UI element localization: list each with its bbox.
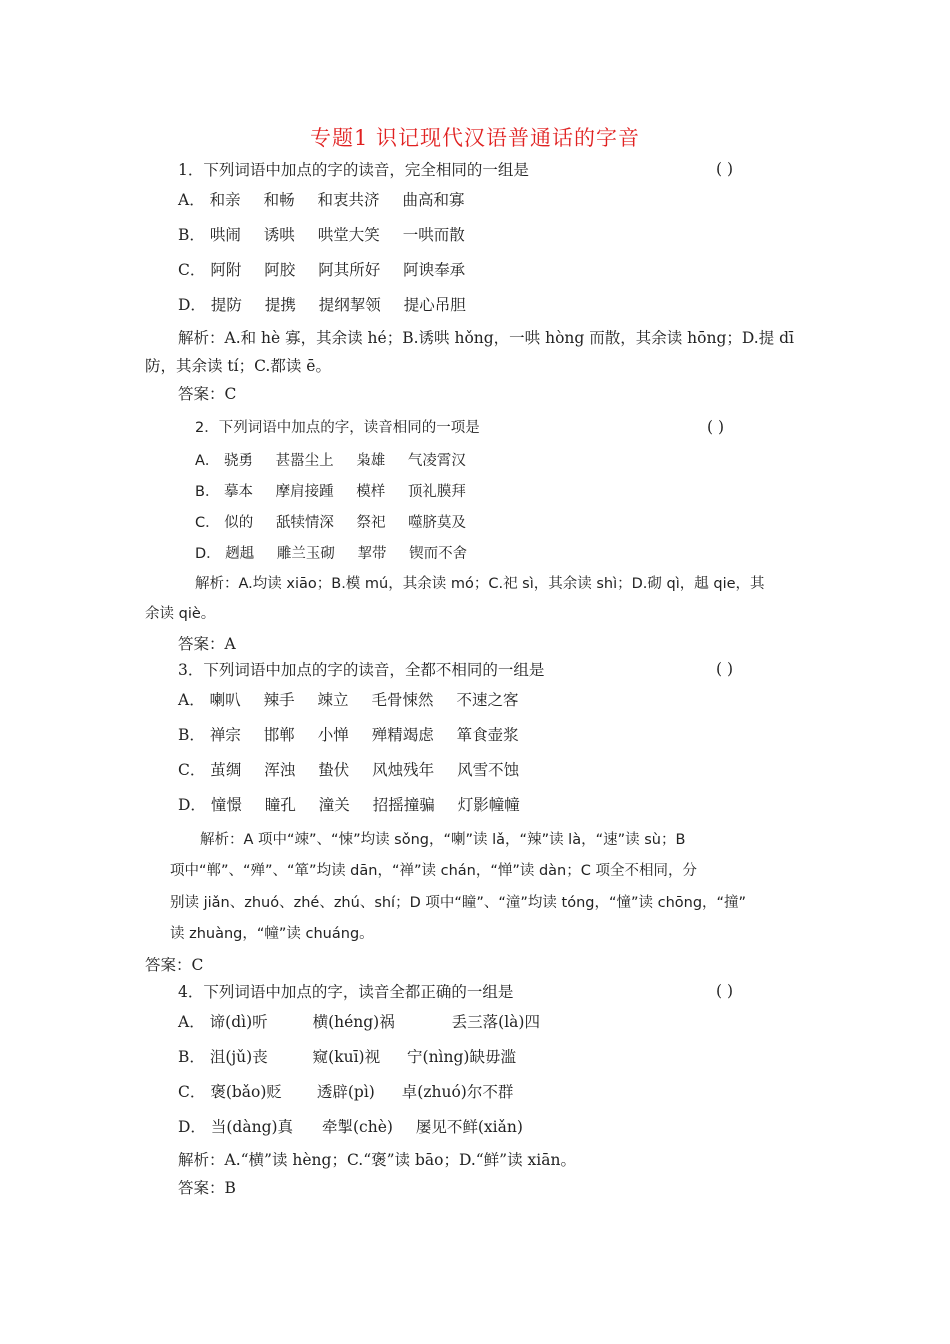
q1-analysis-line-1: 解析：A.和 hè 寡，其余读 hé；B.诱哄 hǒng，一哄 hòng 而散，其余读 hōng；D.提 dī — [178, 329, 795, 347]
option-word: 提防 — [210, 296, 242, 314]
option-label: C． — [195, 515, 220, 531]
q1-analysis-line-2: 防，其余读 tí；C.都读 ē。 — [145, 357, 331, 375]
option-word: 褒(bǎo)贬 — [210, 1083, 282, 1101]
q3-option-a — [178, 688, 536, 710]
option-label: C． — [178, 761, 206, 779]
option-word: 雕兰玉砌 — [276, 546, 335, 562]
q2-answer-paren: ( ) — [707, 418, 725, 436]
q3-option-d — [178, 793, 538, 815]
option-label: A． — [195, 453, 220, 469]
option-word: 小惮 — [317, 726, 349, 744]
q3-stem: 3．下列词语中加点的字的读音，全都不相同的一组是 — [178, 661, 545, 679]
option-word: 哄闹 — [209, 226, 241, 244]
q1-option-d — [178, 293, 484, 315]
q4-option-c — [178, 1080, 531, 1102]
option-word: 阿附 — [210, 261, 242, 279]
q1-answer: 答案：C — [178, 385, 237, 403]
option-word: 气凌霄汉 — [407, 453, 466, 469]
page-title: 专题1 识记现代汉语普通话的字音 — [309, 126, 641, 150]
q4-option-b — [178, 1045, 534, 1067]
option-word: 似的 — [224, 515, 254, 531]
option-word: 憧憬 — [210, 796, 242, 814]
q4-option-d — [178, 1115, 541, 1137]
option-label: D． — [178, 296, 206, 314]
option-word: 谛(dì)听 — [209, 1013, 268, 1031]
q4-answer-paren: ( ) — [716, 982, 734, 1000]
option-word: 和亲 — [209, 191, 241, 209]
q3-analysis-line-1: 解析：A 项中“竦”、“悚”均读 sǒng，“喇”读 lǎ，“辣”读 là，“速”读 sù；B — [200, 832, 686, 848]
option-label: D． — [178, 1118, 206, 1136]
q2-option-c — [195, 511, 484, 532]
option-word: 挈带 — [357, 546, 387, 562]
option-word: 屡见不鲜(xiǎn) — [415, 1118, 523, 1136]
option-word: 潼关 — [318, 796, 350, 814]
q2-answer: 答案：A — [178, 635, 236, 653]
q3-option-b — [178, 723, 537, 745]
option-word: 摩肩接踵 — [275, 484, 334, 500]
option-word: 禅宗 — [209, 726, 241, 744]
option-word: 喇叭 — [209, 691, 241, 709]
option-word: 和畅 — [263, 191, 295, 209]
option-label: D． — [178, 796, 206, 814]
option-word: 窥(kuī)视 — [312, 1048, 381, 1066]
option-word: 横(héng)祸 — [312, 1013, 395, 1031]
q2-analysis-line-1: 解析：A.均读 xiāo；B.模 mú，其余读 mó；C.祀 sì，其余读 shì；D.砌 qì，趄 qie，其 — [195, 576, 765, 592]
option-word: 辣手 — [263, 691, 295, 709]
q4-answer: 答案：B — [178, 1179, 236, 1197]
option-word: 邯郸 — [263, 726, 295, 744]
option-word: 舐犊情深 — [275, 515, 334, 531]
q3-option-c — [178, 758, 537, 780]
option-word: 锲而不舍 — [409, 546, 468, 562]
option-word: 模样 — [356, 484, 386, 500]
option-word: 提携 — [264, 296, 296, 314]
q1-option-c — [178, 258, 483, 280]
option-word: 哄堂大笑 — [317, 226, 380, 244]
option-word: 丢三落(là)四 — [451, 1013, 540, 1031]
option-label: A． — [178, 191, 205, 209]
option-word: 竦立 — [317, 691, 349, 709]
option-word: 风雪不蚀 — [457, 761, 520, 779]
option-word: 祭祀 — [356, 515, 386, 531]
option-word: 殚精竭虑 — [371, 726, 434, 744]
option-word: 风烛残年 — [372, 761, 435, 779]
option-word: 阿谀奉承 — [403, 261, 466, 279]
option-word: 噬脐莫及 — [408, 515, 467, 531]
option-label: C． — [178, 1083, 206, 1101]
option-word: 茧绸 — [210, 761, 242, 779]
option-label: A． — [178, 691, 205, 709]
option-word: 骁勇 — [224, 453, 254, 469]
q4-analysis-line-1: 解析：A.“横”读 hèng；C.“褒”读 bāo；D.“鲜”读 xiān。 — [178, 1151, 576, 1169]
q3-answer-paren: ( ) — [716, 660, 734, 678]
q1-answer-paren: ( ) — [716, 160, 734, 178]
q1-option-b — [178, 223, 483, 245]
option-word: 透辟(pì) — [316, 1083, 375, 1101]
option-label: B． — [178, 726, 205, 744]
option-label: B． — [178, 1048, 205, 1066]
option-word: 瞳孔 — [264, 796, 296, 814]
option-word: 顶礼膜拜 — [407, 484, 466, 500]
option-word: 甚嚣尘上 — [275, 453, 334, 469]
option-word: 趔趄 — [225, 546, 255, 562]
q2-option-a — [195, 449, 484, 470]
q2-option-b — [195, 480, 484, 501]
option-label: A． — [178, 1013, 205, 1031]
q3-answer: 答案：C — [145, 956, 204, 974]
option-word: 牵掣(chè) — [321, 1118, 393, 1136]
option-word: 枭雄 — [356, 453, 386, 469]
option-word: 沮(jǔ)丧 — [209, 1048, 268, 1066]
option-word: 曲高和寡 — [402, 191, 465, 209]
option-word: 不速之客 — [456, 691, 519, 709]
option-label: B． — [178, 226, 205, 244]
q1-option-a — [178, 188, 483, 210]
q1-stem: 1．下列词语中加点的字的读音，完全相同的一组是 — [178, 161, 529, 179]
q2-analysis-line-2: 余读 qiè。 — [145, 606, 216, 622]
option-word: 宁(nìng)缺毋滥 — [407, 1048, 516, 1066]
option-word: 毛骨悚然 — [371, 691, 434, 709]
option-word: 提纲挈领 — [318, 296, 381, 314]
option-word: 招摇撞骗 — [372, 796, 435, 814]
option-word: 当(dàng)真 — [210, 1118, 294, 1136]
option-word: 箪食壶浆 — [456, 726, 519, 744]
q4-option-a — [178, 1010, 558, 1032]
option-word: 灯影幢幢 — [457, 796, 520, 814]
option-word: 和衷共济 — [317, 191, 380, 209]
option-word: 卓(zhuó)尔不群 — [401, 1083, 514, 1101]
option-word: 摹本 — [224, 484, 254, 500]
option-word: 阿胶 — [264, 261, 296, 279]
q3-analysis-line-3: 别读 jiǎn、zhuó、zhé、zhú、shí；D 项中“瞳”、“潼”均读 tóng，“憧”读 chōng，“撞” — [170, 895, 747, 911]
option-word: 提心吊胆 — [403, 296, 466, 314]
option-word: 蛰伏 — [318, 761, 350, 779]
q4-stem: 4．下列词语中加点的字，读音全都正确的一组是 — [178, 983, 514, 1001]
option-label: B． — [195, 484, 220, 500]
q2-stem: 2．下列词语中加点的字，读音相同的一项是 — [195, 420, 480, 436]
q3-analysis-line-2: 项中“郸”、“殚”、“箪”均读 dān，“禅”读 chán，“惮”读 dàn；C 项全不相同，分 — [170, 863, 697, 879]
option-word: 浑浊 — [264, 761, 296, 779]
q2-option-d — [195, 542, 485, 563]
option-word: 一哄而散 — [402, 226, 465, 244]
option-word: 诱哄 — [263, 226, 295, 244]
option-word: 阿其所好 — [318, 261, 381, 279]
q3-analysis-line-4: 读 zhuàng，“幢”读 chuáng。 — [170, 926, 374, 942]
option-label: C． — [178, 261, 206, 279]
option-label: D． — [195, 546, 221, 562]
